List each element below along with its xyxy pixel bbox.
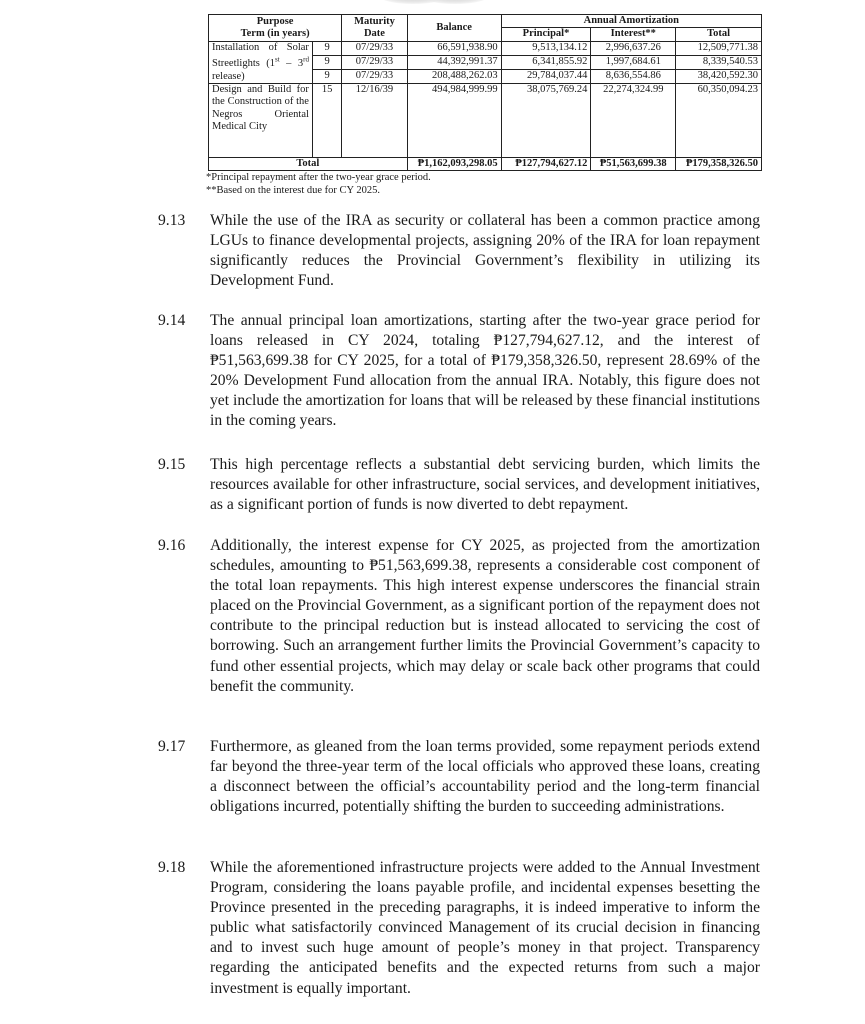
paragraph-number: 9.18 [158, 859, 186, 876]
principal-cell: 9,513,134.12 [501, 41, 591, 55]
total-cell: 60,350,094.23 [676, 83, 762, 157]
principal-cell: 6,341,855.92 [501, 55, 591, 69]
paragraph-9-13 [158, 211, 760, 291]
paragraph-9-18 [158, 858, 760, 999]
table-row [209, 83, 762, 157]
purpose-solar-streetlights: Installation of Solar Streetlights (1st – 3rd release) [212, 41, 309, 82]
paragraph-9-15 [158, 455, 760, 515]
interest-cell: 22,274,324.99 [591, 83, 676, 157]
total-cell: 8,339,540.53 [676, 55, 762, 69]
paragraph-text: Furthermore, as gleaned from the loan terms provided, some repayment periods extend far beyond the three-year term of the local officials who approved these loans, creating a disconnect between the official’s accountability period and the long-term financial obligations incurred, potentially shifting the burden to succeeding administrations. [210, 738, 760, 816]
total-cell: 38,420,592.30 [676, 69, 762, 83]
balance-cell: 208,488,262.03 [407, 69, 501, 83]
term-cell: 9 [312, 41, 341, 55]
purpose-cell [209, 41, 313, 83]
interest-cell: 1,997,684.61 [591, 55, 676, 69]
paragraph-number: 9.13 [158, 212, 186, 229]
principal-cell: 29,784,037.44 [501, 69, 591, 83]
total-interest: ₱51,563,699.38 [591, 157, 676, 170]
term-cell: 15 [312, 83, 341, 157]
paragraph-text: While the aforementioned infrastructure projects were added to the Annual Investment Program, considering the loans payable profile, and incidental expenses besetting the Province presented in the preceding paragraphs, it is indeed imperative to inform the public what satisfactorily convinced Management of its crucial decision in financing and to invest such huge amount of people’s money in that project. Transparency regarding the anticipated benefits and the expected returns from such a major investment is equally important. [210, 859, 760, 997]
total-cell: 12,509,771.38 [676, 41, 762, 55]
paragraph-9-17 [158, 737, 760, 817]
maturity-cell: 07/29/33 [342, 69, 408, 83]
balance-cell: 494,984,999.99 [407, 83, 501, 157]
footnote-interest: **Based on the interest due for CY 2025. [206, 185, 380, 196]
interest-cell: 2,996,637.26 [591, 41, 676, 55]
paragraph-number: 9.15 [158, 456, 186, 473]
table-total-row [209, 157, 762, 170]
paragraph-9-14 [158, 311, 760, 432]
header-interest: Interest** [591, 28, 676, 41]
term-cell: 9 [312, 55, 341, 69]
maturity-cell: 07/29/33 [342, 55, 408, 69]
header-principal: Principal* [501, 28, 591, 41]
maturity-cell: 12/16/39 [342, 83, 408, 157]
paragraph-number: 9.17 [158, 738, 186, 755]
principal-cell: 38,075,769.24 [501, 83, 591, 157]
loan-amortization-table [208, 14, 762, 171]
table-footnotes [206, 171, 431, 197]
header-term: Term (in years) [240, 27, 310, 39]
paragraph-9-16 [158, 536, 760, 697]
purpose-cell: Design and Build for the Construction of the Negros Oriental Medical City [209, 83, 313, 157]
header-maturity: Maturity Date [342, 15, 408, 42]
balance-cell: 66,591,938.90 [407, 41, 501, 55]
header-annual-amortization: Annual Amortization [501, 15, 761, 28]
interest-cell: 8,636,554.86 [591, 69, 676, 83]
total-balance: ₱1,162,093,298.05 [407, 157, 501, 170]
total-principal: ₱127,794,627.12 [501, 157, 591, 170]
paragraph-number: 9.16 [158, 537, 186, 554]
header-balance: Balance [407, 15, 501, 42]
table-row [209, 41, 762, 55]
header-total: Total [676, 28, 762, 41]
paragraph-text: The annual principal loan amortizations, starting after the two-year grace period for loans released in CY 2024, totaling ₱127,794,627.12, and the interest of ₱51,563,699.38 for CY 2025, for a total of ₱179,358,326.50, represent 28.69% of the 20% Development Fund allocation from the annual IRA. Notably, this figure does not yet include the amortization for loans that will be released by these financial institutions in the coming years. [210, 312, 760, 430]
paragraph-text: This high percentage reflects a substantial debt servicing burden, which limits the resources available for other infrastructure, social services, and development initiatives, as a significant portion of funds is now diverted to debt repayment. [210, 456, 760, 514]
total-total: ₱179,358,326.50 [676, 157, 762, 170]
total-label: Total [209, 157, 408, 170]
term-cell: 9 [312, 69, 341, 83]
paragraph-text: While the use of the IRA as security or collateral has been a common practice among LGUs to finance developmental projects, assigning 20% of the IRA for loan repayment significantly reduces the Provincial Government’s flexibility in utilizing its Development Fund. [210, 212, 760, 290]
header-purpose-term [209, 15, 342, 42]
balance-cell: 44,392,991.37 [407, 55, 501, 69]
maturity-cell: 07/29/33 [342, 41, 408, 55]
paragraph-text: Additionally, the interest expense for CY 2025, as projected from the amortization schedules, amounting to ₱51,563,699.38, represents a considerable cost component of the total loan repayments. This high interest expense underscores the financial strain placed on the Provincial Government, as a significant portion of the repayment does not contribute to the principal reduction but is instead allocated to servicing the cost of borrowing. Such an arrangement further limits the Provincial Government’s capacity to fund other essential projects, which may delay or scale back other programs that could benefit the community. [210, 537, 760, 695]
header-purpose: Purpose [256, 15, 294, 27]
footnote-principal: *Principal repayment after the two-year grace period. [206, 172, 431, 183]
paragraph-number: 9.14 [158, 312, 186, 329]
